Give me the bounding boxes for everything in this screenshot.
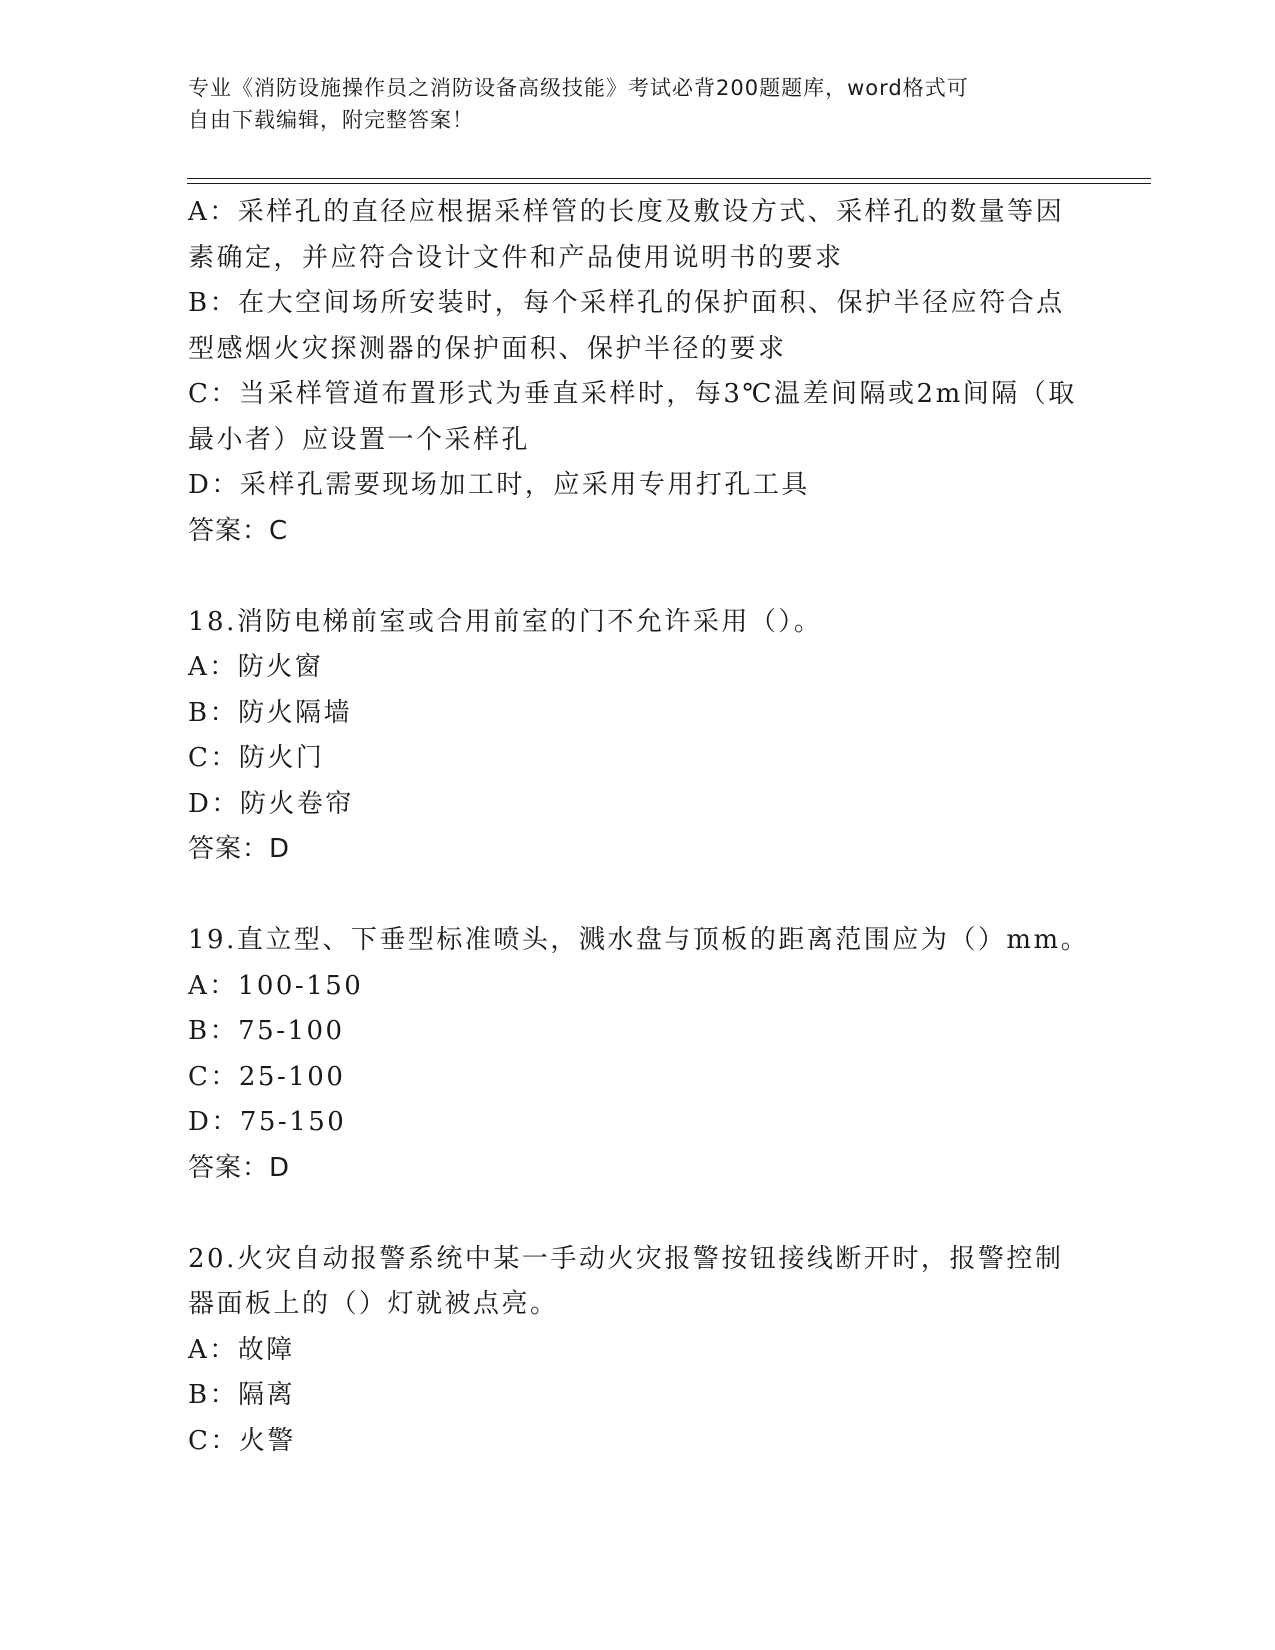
double-rule-bottom bbox=[187, 183, 1151, 184]
question-content bbox=[188, 190, 1088, 1464]
q20-option-c: C：火警 bbox=[188, 1425, 296, 1456]
q17-option-d: D：采样孔需要现场加工时，应采用专用打孔工具 bbox=[188, 470, 810, 500]
q20-option-a: A：故障 bbox=[188, 1334, 295, 1365]
question-18 bbox=[188, 600, 1088, 873]
spacer bbox=[188, 873, 1088, 919]
q17-option-b-line-1: B：在大空间场所安装时，每个采样孔的保护面积、保护半径应符合点 bbox=[188, 288, 1065, 318]
q19-question: 19.直立型、下垂型标准喷头，溅水盘与顶板的距离范围应为（）mm。 bbox=[188, 925, 1090, 955]
q18-option-a: A：防火窗 bbox=[188, 652, 324, 682]
document-header bbox=[188, 72, 1088, 136]
double-rule-top bbox=[187, 178, 1151, 179]
q20-question-line-2: 器面板上的（）灯就被点亮。 bbox=[188, 1289, 559, 1319]
q17-option-c-line-1: C：当采样管道布置形式为垂直采样时，每3℃温差间隔或2m间隔（取 bbox=[188, 379, 1077, 409]
question-17-options bbox=[188, 190, 1088, 554]
q20-question-line-1: 20.火灾自动报警系统中某一手动火灾报警按钮接线断开时，报警控制 bbox=[188, 1243, 1064, 1274]
q19-option-a: A：100-150 bbox=[188, 970, 364, 1001]
q19-option-b: B：75-100 bbox=[188, 1016, 345, 1046]
q18-option-b: B：防火隔墙 bbox=[188, 697, 353, 728]
header-line-2: 自由下载编辑，附完整答案！ bbox=[188, 108, 474, 132]
q19-option-c: C：25-100 bbox=[188, 1061, 346, 1092]
question-19 bbox=[188, 918, 1088, 1191]
question-20 bbox=[188, 1237, 1088, 1465]
spacer bbox=[188, 1191, 1088, 1237]
q19-option-d: D：75-150 bbox=[188, 1107, 347, 1137]
q17-option-c-line-2: 最小者）应设置一个采样孔 bbox=[188, 424, 531, 455]
q19-answer: 答案：D bbox=[188, 1152, 291, 1183]
spacer bbox=[188, 554, 1088, 600]
q17-answer: 答案：C bbox=[188, 515, 289, 546]
q18-question: 18.消防电梯前室或合用前室的门不允许采用（）。 bbox=[188, 606, 823, 637]
q17-option-a-line-2: 素确定，并应符合设计文件和产品使用说明书的要求 bbox=[188, 242, 844, 273]
q18-answer: 答案：D bbox=[188, 834, 291, 864]
q18-option-c: C：防火门 bbox=[188, 743, 325, 773]
q18-option-d: D：防火卷帘 bbox=[188, 788, 354, 819]
q17-option-b-line-2: 型感烟火灾探测器的保护面积、保护半径的要求 bbox=[188, 333, 787, 364]
header-line-1: 专业《消防设施操作员之消防设备高级技能》考试必背200题题库，word格式可 bbox=[188, 76, 969, 100]
q17-option-a-line-1: A：采样孔的直径应根据采样管的长度及敷设方式、采样孔的数量等因 bbox=[188, 197, 1065, 227]
q20-option-b: B：隔离 bbox=[188, 1380, 296, 1410]
